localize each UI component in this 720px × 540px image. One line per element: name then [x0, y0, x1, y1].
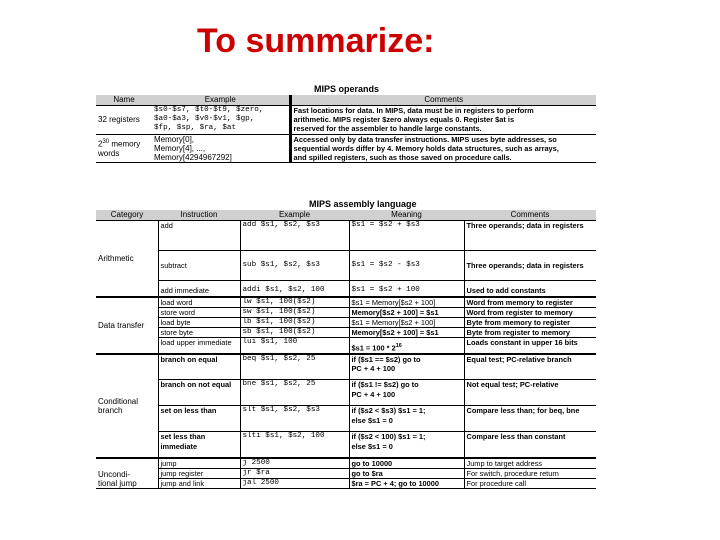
instruction-line: set less than — [160, 432, 206, 442]
meaning-line: else $s1 = 0 — [351, 441, 393, 451]
example-cell: sub $s1, $s2, $s3 — [240, 251, 349, 281]
example-cell: sb $s1, 100($s2) — [240, 328, 349, 338]
comment-cell: Three operands; data in registers — [464, 221, 596, 251]
table-row — [96, 221, 596, 251]
operand-example-line: Memory[4], ..., — [154, 143, 206, 153]
operand-comment-line: arithmetic. MIPS register $zero always equals 0. Register $at is — [293, 115, 515, 125]
meaning-line: if ($s2 < $s3) $s1 = 1; — [351, 406, 426, 416]
category-arithmetic — [96, 221, 158, 297]
mips-assembly-table — [96, 210, 596, 489]
example-cell: lui $s1, 100 — [240, 338, 349, 354]
operand-example-line: Memory[4294967292] — [154, 153, 232, 163]
meaning-cell: $s1 = $s2 + $s3 — [349, 221, 464, 251]
instruction-cell — [158, 432, 240, 458]
operand-name-line2: words — [98, 149, 120, 159]
instruction-cell: add — [158, 221, 240, 251]
operands-caption: MIPS operands — [314, 84, 380, 94]
category-label: Data transfer — [98, 320, 145, 330]
instruction-cell: store word — [158, 307, 240, 317]
example-cell: beq $s1, $s2, 25 — [240, 354, 349, 380]
meaning-cell: go to $ra — [349, 469, 464, 479]
instruction-cell: load word — [158, 297, 240, 308]
operand-name-base: 2 — [98, 140, 103, 150]
meaning-line: PC + 4 + 100 — [351, 364, 396, 374]
operand-comment-line: Fast locations for data. In MIPS, data must be in registers to perform — [293, 106, 534, 115]
operand-comment-line: sequential words differ by 4. Memory holds data structures, such as arrays, — [293, 143, 559, 153]
table-row — [96, 338, 596, 354]
meaning-cell: $s1 = $s2 - $s3 — [349, 251, 464, 281]
example-cell: addi $s1, $s2, 100 — [240, 281, 349, 297]
operand-name-exponent: 30 — [102, 139, 110, 146]
assembly-header-instruction: Instruction — [158, 210, 240, 221]
instruction-line: immediate — [160, 441, 198, 451]
table-row — [96, 251, 596, 281]
comment-cell: Word from register to memory — [464, 307, 596, 317]
table-row — [96, 469, 596, 479]
category-label: Conditional — [98, 396, 139, 406]
category-unconditional-jump — [96, 458, 158, 489]
table-row — [96, 307, 596, 317]
operand-name — [96, 134, 152, 163]
assembly-header-row — [96, 210, 596, 221]
meaning-cell: $ra = PC + 4; go to 10000 — [349, 479, 464, 489]
meaning-cell: $s1 = $s2 + 100 — [349, 281, 464, 297]
table-row — [96, 354, 596, 380]
page-title: To summarize: — [197, 22, 435, 60]
meaning-cell: $s1 = Memory[$s2 + 100] — [349, 317, 464, 327]
operand-comment — [290, 134, 596, 163]
operand-name: 32 registers — [96, 106, 152, 135]
assembly-header-category: Category — [96, 210, 158, 221]
comment-cell: Byte from register to memory — [464, 328, 596, 338]
table-row — [96, 406, 596, 432]
table-row — [96, 317, 596, 327]
assembly-header-meaning: Meaning — [349, 210, 464, 221]
category-conditional-branch — [96, 354, 158, 458]
comment-cell: Jump to target address — [464, 458, 596, 469]
meaning-cell: Memory[$s2 + 100] = $s1 — [349, 307, 464, 317]
operand-example-line: $s0-$s7, $t0-$t9, $zero, — [154, 106, 264, 114]
table-row — [96, 328, 596, 338]
meaning-exponent: 16 — [395, 343, 402, 350]
comment-cell: Three operands; data in registers — [464, 251, 596, 281]
meaning-line: PC + 4 + 100 — [351, 389, 396, 399]
meaning-cell: go to 10000 — [349, 458, 464, 469]
operand-example-line: Memory[0], — [154, 134, 195, 144]
example-cell: j 2500 — [240, 458, 349, 469]
example-cell: slti $s1, $s2, 100 — [240, 432, 349, 458]
operand-comment-line: reserved for the assembler to handle large constants. — [293, 124, 482, 134]
operands-header-row — [96, 95, 596, 106]
operand-example — [152, 106, 290, 135]
instruction-cell: branch on not equal — [158, 380, 240, 406]
example-cell: slt $s1, $s2, $s3 — [240, 406, 349, 432]
meaning-cell: Memory[$s2 + 100] = $s1 — [349, 328, 464, 338]
meaning-line: else $s1 = 0 — [351, 415, 393, 425]
comment-cell: Compare less than constant — [464, 432, 596, 458]
operands-row-memory — [96, 134, 596, 163]
example-cell: jal 2500 — [240, 479, 349, 489]
example-cell: jr $ra — [240, 469, 349, 479]
meaning-base: $s1 = 100 * 2 — [351, 343, 396, 353]
category-label: tional jump — [98, 479, 137, 489]
comment-cell: Used to add constants — [464, 281, 596, 297]
instruction-cell: branch on equal — [158, 354, 240, 380]
comment-cell: Not equal test; PC-relative — [464, 380, 596, 406]
operands-header-comments: Comments — [290, 95, 596, 106]
comment-cell: For switch, procedure return — [464, 469, 596, 479]
comment-cell: For procedure call — [464, 479, 596, 489]
category-data-transfer — [96, 297, 158, 354]
comment-cell: Byte from memory to register — [464, 317, 596, 327]
meaning-cell — [349, 432, 464, 458]
instruction-cell: set on less than — [158, 406, 240, 432]
instruction-cell: jump register — [158, 469, 240, 479]
operand-comment-line: Accessed only by data transfer instructions. MIPS uses byte addresses, so — [293, 134, 557, 144]
category-label: Uncondi- — [98, 470, 131, 480]
meaning-cell — [349, 338, 464, 354]
meaning-line: if ($s1 != $s2) go to — [351, 380, 419, 390]
operand-name-rest: memory — [109, 140, 141, 150]
table-row — [96, 297, 596, 308]
operands-header-name: Name — [96, 95, 152, 106]
meaning-cell — [349, 354, 464, 380]
example-cell: lb $s1, 100($s2) — [240, 317, 349, 327]
assembly-header-example: Example — [240, 210, 349, 221]
meaning-cell — [349, 406, 464, 432]
operand-example — [152, 134, 290, 163]
comment-cell: Word from memory to register — [464, 297, 596, 308]
table-row — [96, 432, 596, 458]
operand-comment — [290, 106, 596, 135]
operand-example-line: $fp, $sp, $ra, $at — [154, 124, 237, 133]
table-row — [96, 281, 596, 297]
comment-cell: Equal test; PC-relative branch — [464, 354, 596, 380]
operand-comment-line: and spilled registers, such as those saved on procedure calls. — [293, 153, 512, 163]
comment-cell: Loads constant in upper 16 bits — [464, 338, 596, 354]
table-row — [96, 380, 596, 406]
instruction-cell: jump — [158, 458, 240, 469]
assembly-caption: MIPS assembly language — [309, 199, 417, 209]
instruction-cell: subtract — [158, 251, 240, 281]
instruction-cell: load byte — [158, 317, 240, 327]
meaning-line: if ($s1 == $s2) go to — [351, 354, 421, 364]
instruction-cell: jump and link — [158, 479, 240, 489]
category-label: branch — [98, 405, 123, 415]
operand-example-line: $a0-$a3, $v0-$v1, $gp, — [154, 115, 255, 124]
meaning-line: if ($s2 < 100) $s1 = 1; — [351, 432, 426, 442]
comment-cell: Compare less than; for beq, bne — [464, 406, 596, 432]
example-cell: add $s1, $s2, $s3 — [240, 221, 349, 251]
operands-row-registers — [96, 106, 596, 135]
example-cell: sw $s1, 100($s2) — [240, 307, 349, 317]
table-row — [96, 458, 596, 469]
mips-operands-table — [96, 95, 596, 163]
instruction-cell: store byte — [158, 328, 240, 338]
category-label: Arithmetic — [98, 253, 134, 263]
instruction-cell: load upper immediate — [158, 338, 240, 354]
meaning-cell — [349, 380, 464, 406]
meaning-cell: $s1 = Memory[$s2 + 100] — [349, 297, 464, 308]
example-cell: lw $s1, 100($s2) — [240, 297, 349, 308]
operands-header-example: Example — [152, 95, 290, 106]
instruction-cell: add immediate — [158, 281, 240, 297]
assembly-header-comments: Comments — [464, 210, 596, 221]
table-row — [96, 479, 596, 489]
example-cell: bne $s1, $s2, 25 — [240, 380, 349, 406]
